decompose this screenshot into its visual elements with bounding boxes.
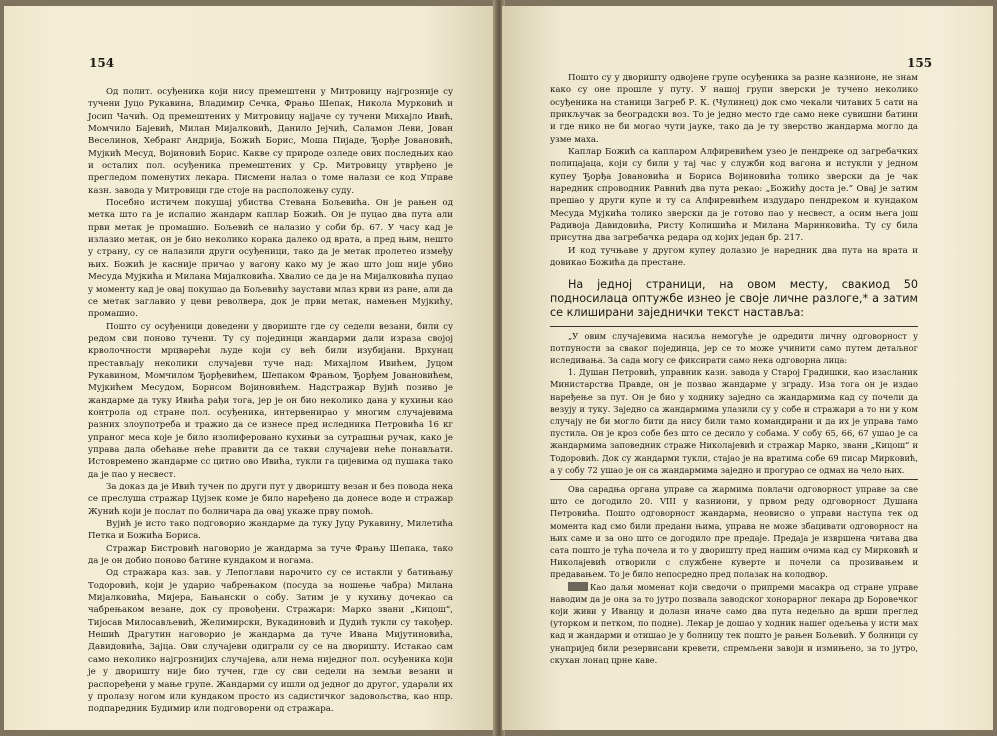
paragraph: Каплар Божић са капларом Алфиревићем узео је пендреке од загребачких полицајаца, који су били у тај час у служби код вагона и истукли у једном купеу Ђорђа Јовановића и Бориса Војиновића толико зверски да је чак наредник спроводник Равнић два пута рекао: „Божићу доста је.“ Овај је затим прешао у други купе и ту са Алфиревићем издударо пендреком и кундаком Месуда Мујкића толико зверски да је готово пао у несвест, а осим њега још Радивоја Давидовића, Ристу Колишића и Милана Маринковића. Ту су била присутна два загребачка редара од којих један бр. 217. — [550, 147, 918, 244]
divider — [550, 479, 918, 480]
paragraph: 1. Душан Петровић, управник казн. завода у Старој Градишки, као изасланик Министарства Правде, он је позвао жандарме у зграду. Иза тога он је издао наређење за пут. Он је био у ходнику заједно са жандармима кад су почели да везују и туку. Заједно са жандармима улазили су у собе и стражари а то ни у ком случају не би могло бити да нису били тамо командирани и да их је управа тамо пустила. Он је кроз собе без што се десило у собама. У собу 65, 66, 67 ушао је са жандармима заповедник страже Николајевић и стражар Марко, звани „Кицош“ и Тодоровић. Док су жандарми тукли, стајао је на вратима собе 69 писар Мирковић, а у собу 72 ушао је он са жандармима заједно и прогурао се одмах на чело њих. — [550, 367, 918, 475]
right-page-text — [550, 72, 918, 666]
quoted-text — [550, 330, 918, 476]
stamp-mark-icon — [568, 582, 588, 591]
paragraph: Пошто су осуђеници доведени у двориште где су седели везани, били су редом сви поново тучени. Ту су појединци жандарми дали израза својој крволочности мрцварећи људе који су већ били изубијани. Врхунац престављају неколики случајеви туче над: Михајлом Ивићем, Јуцом Рукавином, Момчилом Ђорђевићем, Шепаком Фрањом, Ђорђем Јовановићем, Мујкићем Месудом, Борисом Војиновићем. Надстражар Вујић позиво је жандарме да туку Ивића рађи тога, јер је он био неколико дана у кухињи као контрола од стране пол. осуђеника, интервенирао у многим случајевима разних злоупотреба и тражио да се изнесе пред иследника Петровића 16 кг упраног меса које је било изолиферовано кухињи за сутрашњи ручак, како је управа дала обећање неће правити да се такви случајеви неће понављати. Истовремено жандарме сс цитио ово Ивића, тукли га цијевима од пушака тако да је пао у несвест. — [88, 321, 453, 480]
page-number-right: 155 — [907, 56, 933, 70]
paragraph: За доказ да је Ивић тучен по други пут у дворишту везан и без повода нека се преслуша стражар Цујзек коме је било наређено да донесе воде и стражар Жунић који је послат по болничара да овај укаже прву помоћ. — [88, 482, 453, 517]
paragraph: Од полит. осуђеника који нису премештени у Митровицу најгрозније су тучени Јуцо Рукавина, Владимир Сечка, Фрањо Шепак, Никола Мурковић и Јосип Чачић. Од премештених у Митровицу најјаче су тучени Михајло Ивић, Момчило Бајевић, Милан Мијалковић, Данило Јејчић, Саламон Леви, Јован Веселинов, Хебранг Андрија, Божић Борис, Моша Пијаде, Ђорђе Јовановић, Мујкић Месуд, Војиновић Борис. Какве су природе озледе ових последњих као и осталих пол. осуђеника премештених у Ср. Митровицу утврђено је прегледом поменутих лекара. Писмени налаз о томе налази се код Управе казн. завода у Митровици где стоје на расположењу суду. — [88, 87, 453, 196]
paragraph: Посебно истичем покушај убиства Стевана Бољевића. Он је рањен од метка што га је испалио жандарм каплар Божић. Он је пуцао два пута али први метак је промашио. Бољевић се налазио у соби бр. 67. У часу кад је излазио метак, он је био неколико корака далеко од врата, а пред њим, нешто у страну, су се налазили други осуђеници, тако да је метак пролетео између њих. Божић је касније причао у вагону како му је жао што још није убио Месуда Мујкића и Милана Мијалковића. Хвалио се да је на Мијалковића пуцао у моменту кад је овај покушао да Бољевићу заустави млаз крви из ране, али да се метак заглавио у цеви револвера, док је први метак, намењен Мујкићу, промашио. — [88, 198, 453, 320]
paragraph: Стражар Бистровић наговорио је жандарма за туче Фрању Шепака, тако да је он добио поново батине кундаком и ногама. — [88, 543, 453, 567]
right-page — [502, 6, 993, 730]
page-number-left: 154 — [89, 56, 115, 70]
paragraph: Пошто су у дворишту одвојене групе осуђеника за разне казнионе, не знам како су оне прошле у путу. У нашој групи зверски је тучено неколико осуђеника на станици Загреб Р. К. (Чулинец) док смо чекали читавих 5 сати на прикључак за београдски воз. То је једно место где само неке сувишни батини и где нико не би могао чути јауке, тако да је ту зверство жандарма могло да узме маха. — [550, 73, 918, 145]
quoted-text-continued — [550, 483, 918, 666]
paragraph: „У овим случајевима насиља немогуће је одредити личну одговорност у потпуности за сваког појединца, јер се то може учинити само путем детаљног иследивања. За сада могу се фиксирати само нека одговорна лица: — [550, 330, 918, 365]
paragraph-with-mark — [550, 581, 918, 666]
left-page — [4, 6, 495, 730]
left-page-text — [88, 86, 453, 716]
paragraph: Вујић је исто тако подговорио жандарме да туку Јуцу Рукавину, Милетића Петка и Божића Бориса. — [88, 519, 453, 542]
paragraph-text: Као даљи моменат који сведочи о припреми масакра од стране управе наводим да је она за то јутро позвала заводског хонорарног лекара др Боровечког који живи у Иванцу и долази иначе само два пута недељно да врши преглед (уторком и петком, по подне). Лекар је дошао у ходник нашег одељења у исти мах кад и жандарми и отишао је у болницу тек пошто је рањен Бољевић. У болници су унапријед били резервисани кревети, спремљени завоји и измињено, за то јутро, скухан лонац црне каве. — [550, 581, 918, 665]
paragraph: Ова сарадња органа управе са жармима повлачи одговорност управе за све што се догодило 20. VIII у казниони, у првом реду одговорност Душана Петровића. Пошто одговорност жандарма, неовисно о управи наступа тек од момента кад смо били предани њима, управа не може збацивати одговорност на њих саме и за оно што се догодило пре предаје. Предаја је извршена читава два сата пошто је тућа почела и то у дворишту пред нашим очима кад су Мирковић и Николајевић отворили с службене куверте и почели са прозивањем и предавањем. То је било непосредно пред полазак на колодвор. — [550, 483, 918, 580]
editorial-note: На једној страници, на овом месту, свакиод 50 подносилаца оптужбе изнео је своје личне разлоге,* а затим се клиширани заједнички текст наставља: — [550, 277, 918, 319]
divider — [550, 326, 918, 327]
paragraph: Од стражара каз. зав. у Лепоглави нарочито су се истакли у батињању Тодоровић, који је ударио чабрењаком (посуда за ношење чабра) Милана Мијалковића, Мијера, Бањански о собу. Затим је у кухињу дочекао са чабрењаком везане, док су провођени. Стражари: Марко звани „Кицош“, Тијосав Милосављевић, Желимирски, Вукадиновић и Дудић тукли су такођер. Нешић Драгутин наговорио је жандарма да туче Ивана Мијутиновића, Давидовића, Зајца. Ови случајеви одиграли су се на дворишту. Истакао сам само неколико најгрознијих случајева, али нема ниједног пол. осуђеника који је у дворишту није био тучен, где су сви седели на земљи везани и распоређени у мање групе. Жандарми су ишли од једног до другог, ударали их у пролазу ногом или кундаком просто из садистичког задовољства, као нпр. подпаредник Будимир или подговорени од стражара. — [88, 568, 453, 715]
paragraph: И код тучњаве у другом купеу долазио је наредник два пута на врата и довикао Божића да престане. — [550, 245, 918, 269]
